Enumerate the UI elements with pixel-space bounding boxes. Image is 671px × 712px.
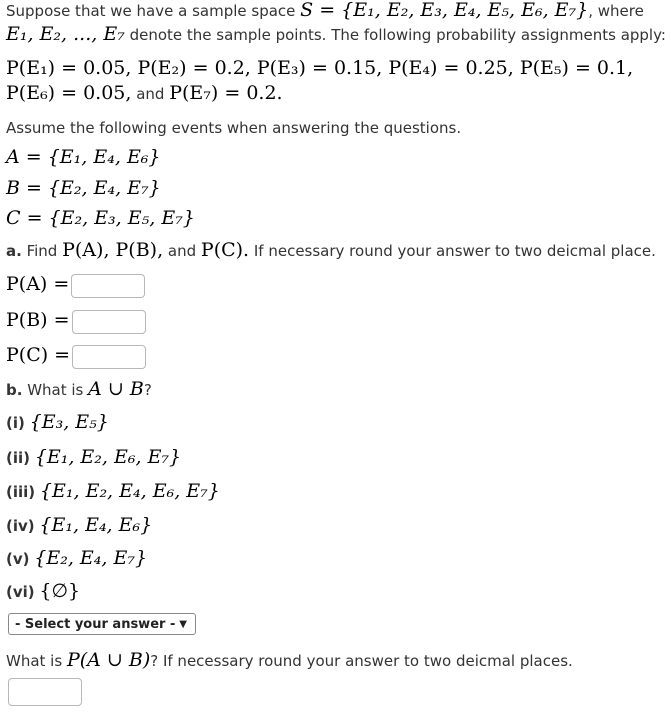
option-label: (ii): [6, 449, 30, 467]
intro-line-1: [6, 0, 644, 23]
answer-select[interactable]: [8, 613, 196, 635]
assume-text: Assume the following events when answering the questions.: [6, 119, 462, 137]
option-ii: [6, 445, 181, 470]
question-mark: ?: [143, 381, 152, 399]
round-text: If necessary round your answer to two deicmal place.: [249, 242, 656, 260]
probability-line-1: [6, 56, 633, 81]
pa-row: [6, 272, 145, 298]
option-math: {E₁, E₄, E₆}: [39, 514, 153, 536]
union-math: A ∪ B: [88, 378, 144, 400]
part-a-math: P(A), P(B),: [62, 239, 164, 261]
option-math: {E₃, E₅}: [29, 411, 109, 433]
event-c: C = {E₂, E₃, E₅, E₇}: [6, 207, 195, 229]
part-a-question: [6, 238, 656, 263]
pa-input[interactable]: [71, 274, 145, 298]
option-math: {∅}: [39, 580, 81, 602]
probability-line-2: [6, 81, 283, 106]
event-a: A = {E₁, E₄, E₆}: [6, 146, 161, 168]
option-math: {E₁, E₂, E₆, E₇}: [34, 446, 182, 468]
final-text: What is: [6, 652, 67, 670]
intro-line-2: [6, 22, 666, 47]
and-text: and: [131, 85, 170, 103]
pa-label: P(A) =: [6, 273, 70, 295]
intro-text-2: denote the sample points. The following probability assignments apply:: [124, 26, 666, 44]
final-text-2: ? If necessary round your answer to two deicmal places.: [150, 652, 573, 670]
part-a-label: a.: [6, 242, 22, 260]
pb-input[interactable]: [72, 310, 146, 334]
part-b-label: b.: [6, 381, 23, 399]
option-label: (v): [6, 550, 30, 568]
part-b-question: [6, 377, 152, 402]
what-is-text: What is: [22, 381, 89, 399]
option-math: {E₁, E₂, E₄, E₆, E₇}: [39, 480, 220, 502]
pb-row: [6, 308, 146, 334]
pc-label: P(C) =: [6, 344, 71, 366]
pb-label: P(B) =: [6, 309, 70, 331]
option-iv: [6, 513, 152, 538]
final-question: [6, 648, 573, 673]
select-label: - Select your answer -: [15, 617, 176, 632]
intro-text: Suppose that we have a sample space: [6, 2, 301, 20]
pab-input[interactable]: [8, 678, 82, 706]
probabilities-math: P(E₁) = 0.05, P(E₂) = 0.2, P(E₃) = 0.15, P(E₄) = 0.25, P(E₅) = 0.1,: [6, 57, 634, 79]
pc-input[interactable]: [72, 345, 146, 369]
part-a-and: and: [163, 242, 201, 260]
option-iii: [6, 479, 220, 504]
option-label: (vi): [6, 583, 35, 601]
dropdown-arrow-icon: ▼: [179, 619, 187, 630]
sample-points-math: E₁, E₂, ..., E₇: [6, 23, 125, 45]
option-label: (iii): [6, 483, 36, 501]
part-a-math-2: P(C).: [200, 239, 250, 261]
option-v: [6, 546, 147, 571]
intro-where: , where: [588, 2, 644, 20]
final-math: P(A ∪ B): [66, 649, 151, 671]
pc-row: [6, 343, 146, 369]
option-label: (i): [6, 414, 25, 432]
option-i: [6, 410, 109, 435]
probability-e7: P(E₇) = 0.2.: [169, 82, 283, 104]
event-b: B = {E₂, E₄, E₇}: [6, 177, 161, 199]
option-label: (iv): [6, 517, 35, 535]
option-math: {E₂, E₄, E₇}: [34, 547, 148, 569]
probability-e6: P(E₆) = 0.05,: [6, 82, 132, 104]
sample-space-math: S = {E₁, E₂, E₃, E₄, E₅, E₆, E₇}: [300, 0, 589, 21]
option-vi: [6, 579, 80, 604]
find-text: Find: [21, 242, 63, 260]
